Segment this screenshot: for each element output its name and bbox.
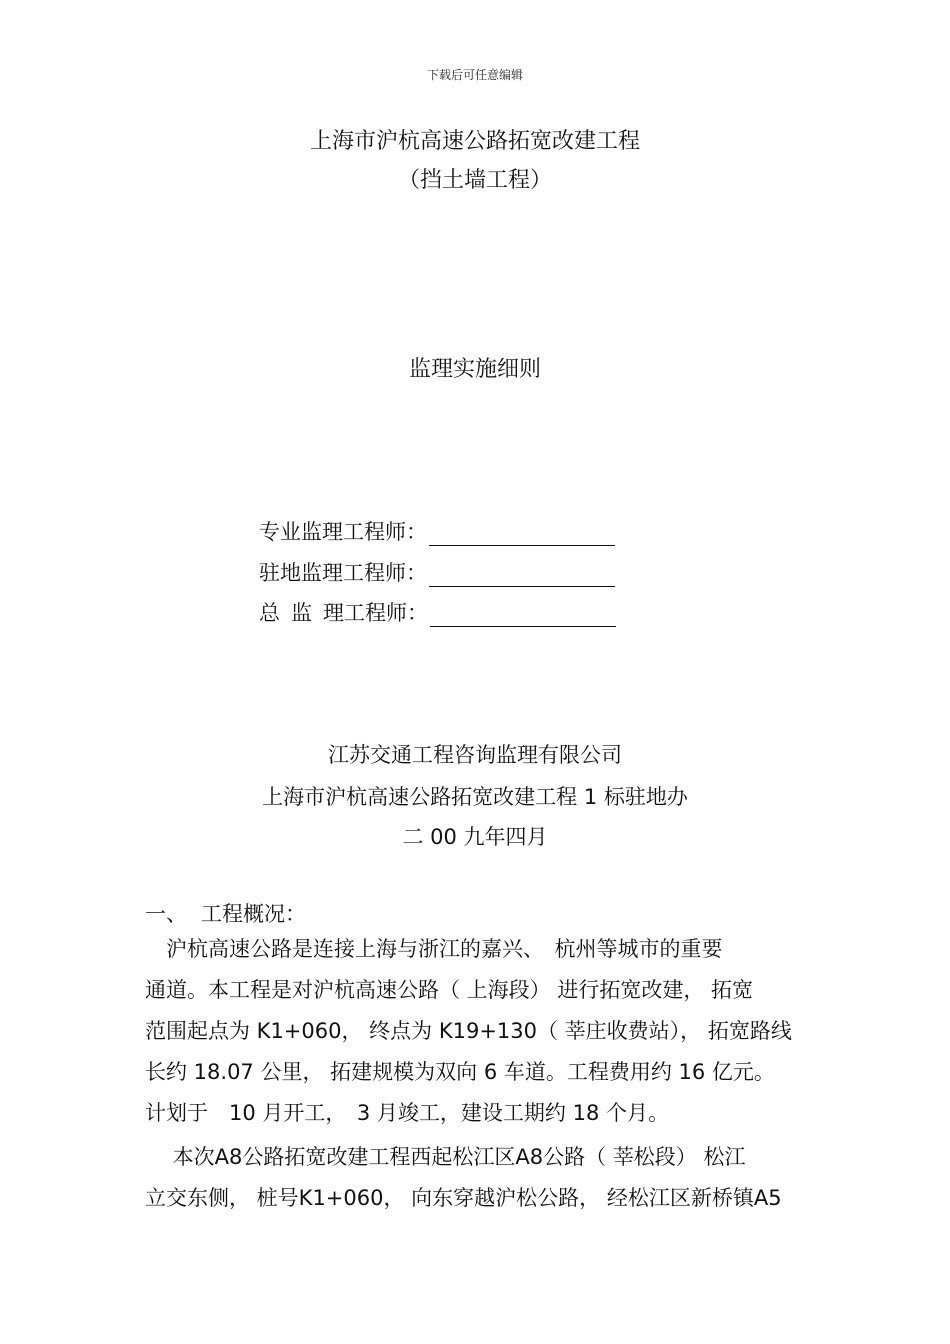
signature-label-part: 理工程师： [323, 601, 428, 625]
section-heading [145, 898, 306, 928]
section-title: 工程概况： [201, 902, 306, 926]
paragraph-line: 本次A8公路拓宽改建工程西起松江区A8公路（ 莘松段） 松江 [145, 1145, 746, 1169]
signature-label-part: 总 [259, 601, 280, 625]
document-title-sub: （挡土墙工程） [397, 168, 552, 193]
paragraph-line: 沪杭高速公路是连接上海与浙江的嘉兴、 杭州等城市的重要 [145, 937, 723, 961]
document-subtitle: 监理实施细则 [408, 357, 541, 382]
signature-row-chief-engineer [259, 597, 616, 629]
signature-label: 专业监理工程师： [259, 520, 427, 544]
paragraph-line: 通道。本工程是对沪杭高速公路（ 上海段） 进行拓宽改建， 拓宽 [145, 978, 754, 1002]
paragraph-line: 长约 18.07 公里， 拓建规模为双向 6 车道。工程费用约 16 亿元。 [145, 1060, 775, 1084]
header-note: 下载后可任意编辑 [426, 68, 523, 82]
organization-name: 江苏交通工程咨询监理有限公司 [328, 743, 622, 767]
signature-row-resident-engineer [259, 557, 615, 589]
paragraph-line: 计划于 10 月开工， 3 月竣工，建设工期约 18 个月。 [145, 1101, 670, 1125]
signature-line [430, 602, 616, 627]
document-title: 上海市沪杭高速公路拓宽改建工程 [309, 129, 640, 154]
organization-office: 上海市沪杭高速公路拓宽改建工程 1 标驻地办 [262, 785, 688, 809]
signature-line [429, 562, 615, 587]
signature-label: 驻地监理工程师： [259, 561, 427, 585]
document-date: 二 00 九年四月 [402, 825, 548, 849]
signature-label-part: 监 [291, 601, 312, 625]
paragraph-line: 范围起点为 K1+060， 终点为 K19+130（ 莘庄收费站）， 拓宽路线 [145, 1019, 792, 1043]
signature-row-professional-engineer [259, 516, 615, 548]
paragraph-line: 立交东侧， 桩号K1+060， 向东穿越沪松公路， 经松江区新桥镇A5 [145, 1186, 782, 1210]
section-number: 一、 [145, 902, 187, 926]
paragraph-overview [145, 929, 810, 1134]
paragraph-scope [145, 1137, 810, 1219]
signature-line [429, 521, 615, 546]
